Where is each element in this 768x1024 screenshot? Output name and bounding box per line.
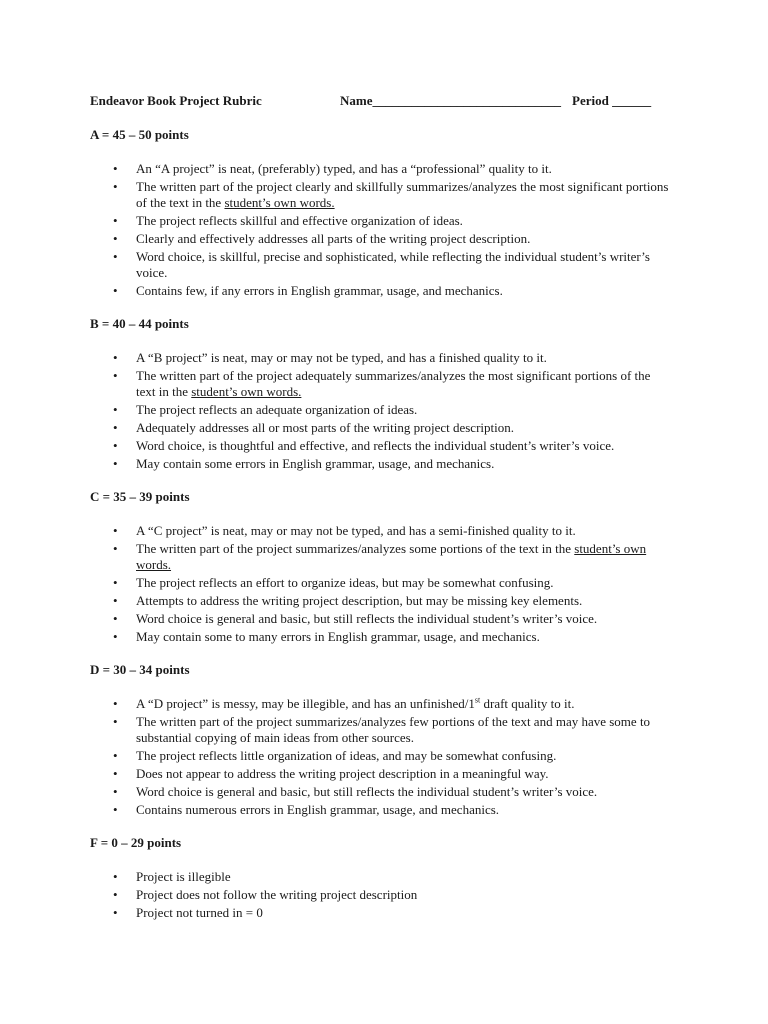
- bullet-icon: •: [113, 696, 118, 711]
- criteria-item: [90, 575, 670, 591]
- bullet-icon: •: [113, 213, 118, 228]
- criteria-item: [90, 802, 670, 818]
- underlined-text: student’s own words.: [136, 541, 647, 572]
- criteria-item: [90, 766, 670, 782]
- bullet-icon: •: [113, 629, 118, 644]
- criteria-item: [90, 541, 670, 573]
- bullet-icon: •: [113, 179, 118, 194]
- bullet-icon: •: [113, 887, 118, 902]
- bullet-icon: •: [113, 231, 118, 246]
- bullet-icon: •: [113, 523, 118, 538]
- bullet-icon: •: [113, 714, 118, 729]
- document-header: [90, 93, 690, 109]
- criteria-item: [90, 905, 670, 921]
- criteria-item: [90, 869, 670, 885]
- criteria-text: Project not turned in = 0: [136, 905, 263, 920]
- criteria-item: [90, 420, 670, 436]
- bullet-icon: •: [113, 575, 118, 590]
- bullet-icon: •: [113, 748, 118, 763]
- grade-heading: C = 35 – 39 points: [90, 489, 190, 504]
- criteria-text: May contain some errors in English grammar, usage, and mechanics.: [136, 456, 495, 471]
- criteria-item: [90, 887, 670, 903]
- criteria-item: [90, 438, 670, 454]
- bullet-icon: •: [113, 784, 118, 799]
- criteria-text: Adequately addresses all or most parts of the writing project description.: [136, 420, 514, 435]
- criteria-item: [90, 368, 670, 400]
- underlined-text: student’s own words.: [191, 384, 302, 399]
- criteria-item: [90, 523, 670, 539]
- criteria-item: [90, 402, 670, 418]
- superscript-text: st: [474, 695, 481, 705]
- criteria-text: The project reflects little organization of ideas, and may be somewhat confusing.: [136, 748, 557, 763]
- criteria-text: Project does not follow the writing project description: [136, 887, 418, 902]
- bullet-icon: •: [113, 438, 118, 453]
- criteria-item: [90, 611, 670, 627]
- bullet-icon: •: [113, 456, 118, 471]
- criteria-text: Word choice is general and basic, but still reflects the individual student’s writer’s voice.: [136, 784, 598, 799]
- criteria-text: A “D project” is messy, may be illegible, and has an unfinished/1: [136, 696, 475, 711]
- bullet-icon: •: [113, 611, 118, 626]
- criteria-text: The written part of the project summarizes/analyzes some portions of the text in the: [136, 541, 575, 556]
- criteria-item: [90, 249, 670, 281]
- criteria-text: A “C project” is neat, may or may not be typed, and has a semi-finished quality to it.: [136, 523, 576, 538]
- criteria-text: The written part of the project adequately summarizes/analyzes the most significant portions of the text in the: [136, 368, 651, 399]
- criteria-text: Word choice, is skillful, precise and sophisticated, while reflecting the individual student’s writer’s voice.: [136, 249, 650, 280]
- bullet-icon: •: [113, 402, 118, 417]
- criteria-text: Contains few, if any errors in English grammar, usage, and mechanics.: [136, 283, 503, 298]
- criteria-text: The written part of the project clearly and skillfully summarizes/analyzes the most significant portions of the text in the: [136, 179, 669, 210]
- criteria-text: May contain some to many errors in English grammar, usage, and mechanics.: [136, 629, 540, 644]
- bullet-icon: •: [113, 283, 118, 298]
- criteria-list: [90, 161, 690, 299]
- grade-heading: F = 0 – 29 points: [90, 835, 182, 850]
- criteria-text: Word choice is general and basic, but still reflects the individual student’s writer’s voice.: [136, 611, 598, 626]
- criteria-item: [90, 179, 670, 211]
- criteria-text: The project reflects skillful and effective organization of ideas.: [136, 213, 463, 228]
- criteria-list: [90, 696, 690, 818]
- underlined-text: student’s own words.: [224, 195, 335, 210]
- document-title: Endeavor Book Project Rubric: [90, 93, 262, 108]
- bullet-icon: •: [113, 350, 118, 365]
- bullet-icon: •: [113, 766, 118, 781]
- criteria-item: [90, 593, 670, 609]
- criteria-item: [90, 784, 670, 800]
- name-field: Name_____________________________: [340, 93, 561, 108]
- criteria-item: [90, 283, 670, 299]
- criteria-text: Contains numerous errors in English grammar, usage, and mechanics.: [136, 802, 500, 817]
- grade-heading: B = 40 – 44 points: [90, 316, 189, 331]
- criteria-item: [90, 213, 670, 229]
- bullet-icon: •: [113, 541, 118, 556]
- criteria-text: Attempts to address the writing project description, but may be missing key elements.: [136, 593, 583, 608]
- grade-heading: A = 45 – 50 points: [90, 127, 189, 142]
- criteria-text: Clearly and effectively addresses all parts of the writing project description.: [136, 231, 531, 246]
- rubric-page: [90, 93, 690, 938]
- criteria-item: [90, 748, 670, 764]
- bullet-icon: •: [113, 420, 118, 435]
- bullet-icon: •: [113, 905, 118, 920]
- criteria-item: [90, 629, 670, 645]
- criteria-item: [90, 350, 670, 366]
- criteria-item: [90, 714, 670, 746]
- criteria-text: A “B project” is neat, may or may not be typed, and has a finished quality to it.: [136, 350, 547, 365]
- bullet-icon: •: [113, 249, 118, 264]
- bullet-icon: •: [113, 161, 118, 176]
- criteria-text: Word choice, is thoughtful and effective, and reflects the individual student’s writer’s voice.: [136, 438, 615, 453]
- criteria-list: [90, 523, 690, 645]
- bullet-icon: •: [113, 802, 118, 817]
- criteria-text: The written part of the project summarizes/analyzes few portions of the text and may have some to substantial copying of main ideas from other sources.: [136, 714, 651, 745]
- criteria-text: Does not appear to address the writing project description in a meaningful way.: [136, 766, 549, 781]
- criteria-item: [90, 456, 670, 472]
- period-field: Period ______: [572, 93, 652, 108]
- bullet-icon: •: [113, 593, 118, 608]
- criteria-text-continued: draft quality to it.: [480, 696, 575, 711]
- grade-sections: [90, 127, 690, 921]
- criteria-item: [90, 231, 670, 247]
- criteria-text: Project is illegible: [136, 869, 231, 884]
- criteria-list: [90, 350, 690, 472]
- criteria-list: [90, 869, 690, 921]
- bullet-icon: •: [113, 368, 118, 383]
- criteria-item: [90, 161, 670, 177]
- criteria-text: An “A project” is neat, (preferably) typed, and has a “professional” quality to it.: [136, 161, 552, 176]
- bullet-icon: •: [113, 869, 118, 884]
- criteria-text: The project reflects an effort to organize ideas, but may be somewhat confusing.: [136, 575, 554, 590]
- criteria-item: [90, 696, 670, 712]
- criteria-text: The project reflects an adequate organization of ideas.: [136, 402, 418, 417]
- grade-heading: D = 30 – 34 points: [90, 662, 190, 677]
